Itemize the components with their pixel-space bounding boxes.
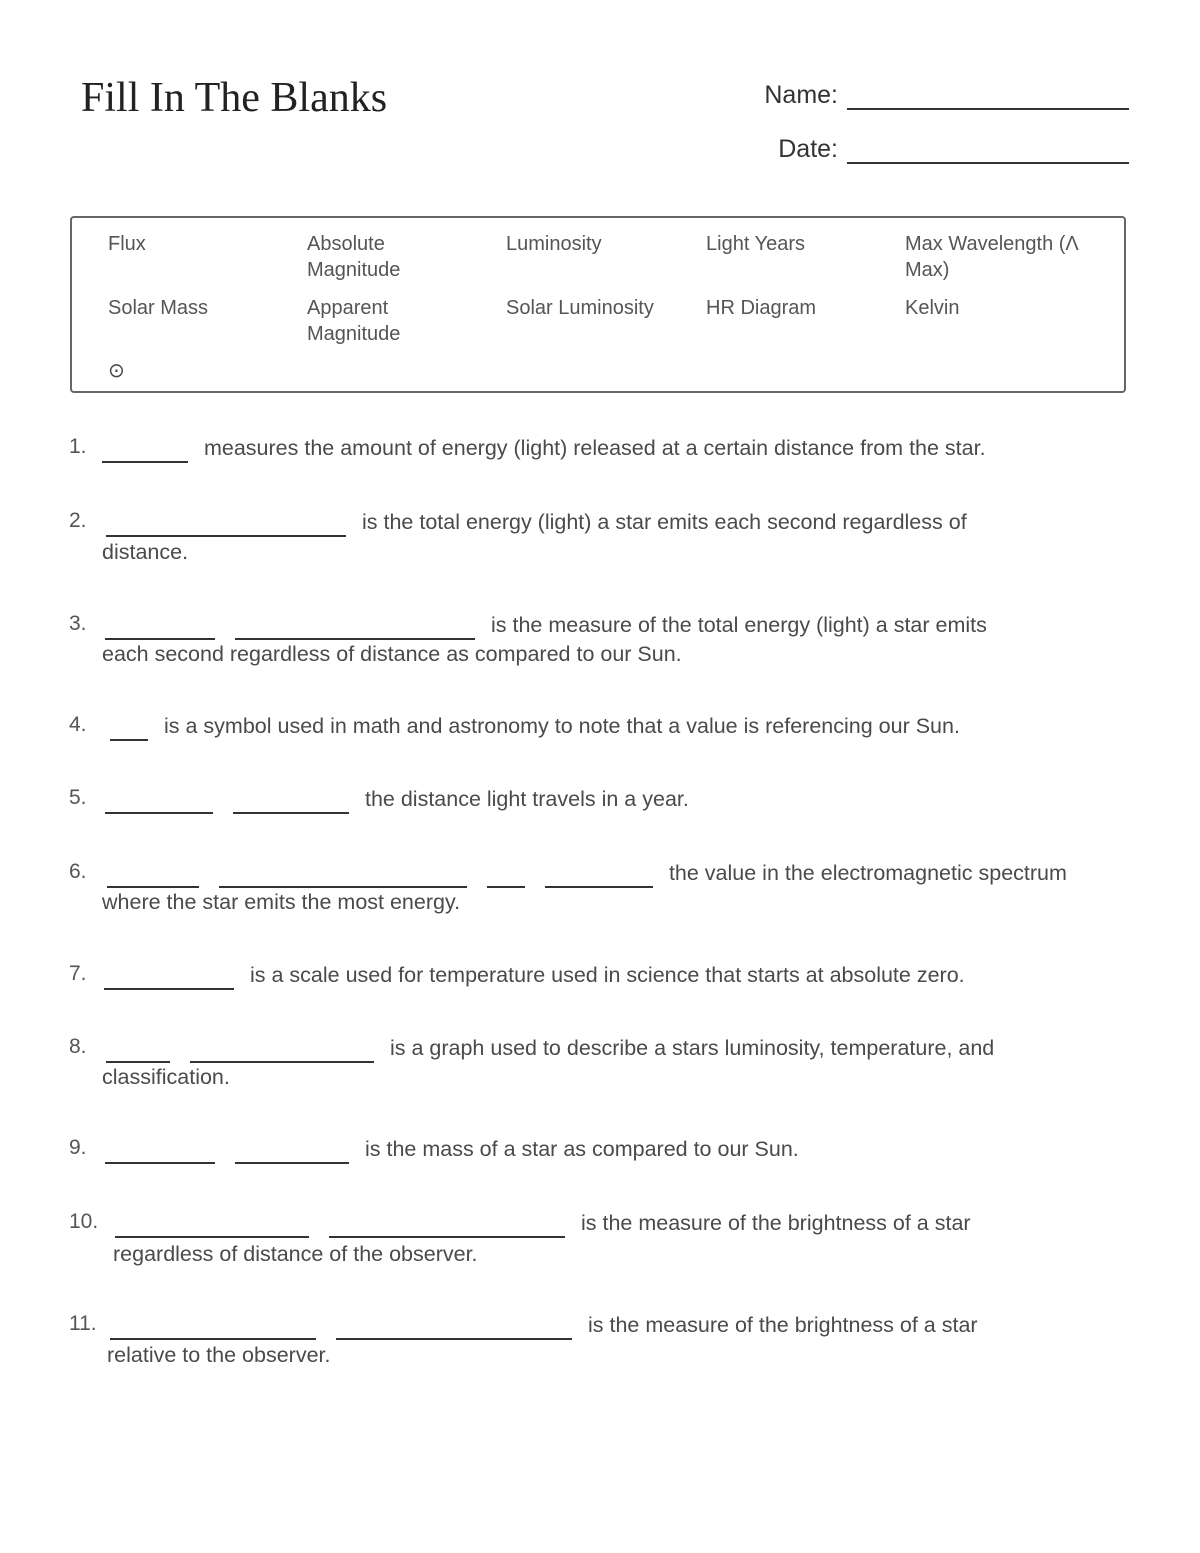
question-text-continued: distance. (102, 540, 189, 564)
question-number: 2. (69, 509, 87, 532)
page-title: Fill In The Blanks (81, 75, 388, 121)
date-row (748, 134, 1129, 164)
question-4 (110, 711, 960, 741)
word-bank-item: Solar Mass (108, 297, 209, 319)
answer-blank[interactable] (329, 1210, 565, 1238)
question-number: 7. (69, 962, 87, 985)
question-5 (105, 784, 689, 814)
question-number: 10. (69, 1210, 99, 1233)
question-9 (105, 1134, 799, 1164)
question-number: 6. (69, 860, 87, 883)
question-number: 1. (69, 435, 87, 458)
question-11 (110, 1310, 978, 1340)
question-text: is the measure of the brightness of a star (580, 1211, 971, 1235)
answer-blank[interactable] (106, 1035, 170, 1063)
question-text: is the mass of a star as compared to our Sun. (364, 1137, 799, 1161)
question-2 (106, 507, 967, 537)
answer-blank[interactable] (105, 612, 215, 640)
answer-blank[interactable] (105, 1136, 215, 1164)
answer-blank[interactable] (104, 962, 234, 990)
word-bank-item: Light Years (706, 233, 805, 255)
question-10 (115, 1208, 971, 1238)
question-text: is a graph used to describe a stars luminosity, temperature, and (389, 1036, 995, 1060)
answer-blank[interactable] (110, 1312, 316, 1340)
question-number: 8. (69, 1035, 87, 1058)
question-number: 11. (69, 1312, 97, 1335)
answer-blank[interactable] (233, 786, 349, 814)
question-text-continued: each second regardless of distance as compared to our Sun. (102, 642, 682, 666)
question-number: 9. (69, 1136, 87, 1159)
answer-blank[interactable] (190, 1035, 374, 1063)
question-1 (102, 433, 986, 463)
answer-blank[interactable] (336, 1312, 572, 1340)
question-text: is a scale used for temperature used in science that starts at absolute zero. (249, 963, 965, 987)
question-8 (106, 1033, 994, 1063)
name-label: Name: (764, 81, 838, 109)
question-text: is the measure of the total energy (light) a star emits (490, 613, 987, 637)
answer-blank[interactable] (487, 860, 525, 888)
answer-blank[interactable] (105, 786, 213, 814)
date-label: Date: (778, 135, 838, 163)
answer-blank[interactable] (102, 435, 188, 463)
word-bank-item: Apparent Magnitude (307, 297, 401, 345)
question-text: is the total energy (light) a star emits each second regardless of (361, 510, 967, 534)
name-row (748, 80, 1129, 110)
answer-blank[interactable] (110, 713, 148, 741)
question-6 (107, 858, 1067, 888)
word-bank-item: Kelvin (905, 297, 960, 319)
question-text-continued: classification. (102, 1065, 230, 1089)
word-bank-item: HR Diagram (706, 297, 817, 319)
question-text-continued: regardless of distance of the observer. (113, 1242, 478, 1266)
question-number: 5. (69, 786, 87, 809)
question-text-continued: relative to the observer. (107, 1343, 331, 1367)
answer-blank[interactable] (115, 1210, 309, 1238)
question-text-continued: where the star emits the most energy. (102, 890, 461, 914)
word-bank-item: Max Wavelength (Λ Max) (905, 233, 1078, 281)
word-bank-item: Absolute Magnitude (307, 233, 401, 281)
question-7 (104, 960, 965, 990)
answer-blank[interactable] (107, 860, 199, 888)
question-text: the value in the electromagnetic spectrum (668, 861, 1067, 885)
question-text: is the measure of the brightness of a star (587, 1313, 978, 1337)
word-bank-item: Flux (108, 233, 146, 255)
question-text: the distance light travels in a year. (364, 787, 689, 811)
answer-blank[interactable] (106, 509, 346, 537)
word-bank-item: Solar Luminosity (506, 297, 654, 319)
date-field[interactable] (847, 134, 1129, 164)
sun-symbol-icon: ⊙ (108, 360, 125, 382)
answer-blank[interactable] (235, 1136, 349, 1164)
question-text: is a symbol used in math and astronomy to note that a value is referencing our Sun. (163, 714, 960, 738)
answer-blank[interactable] (219, 860, 467, 888)
question-number: 3. (69, 612, 87, 635)
word-bank-item: Luminosity (506, 233, 602, 255)
answer-blank[interactable] (545, 860, 653, 888)
question-3 (105, 610, 987, 640)
answer-blank[interactable] (235, 612, 475, 640)
question-text: measures the amount of energy (light) released at a certain distance from the star. (203, 436, 986, 460)
name-field[interactable] (847, 80, 1129, 110)
question-number: 4. (69, 713, 87, 736)
word-bank (70, 216, 1126, 393)
